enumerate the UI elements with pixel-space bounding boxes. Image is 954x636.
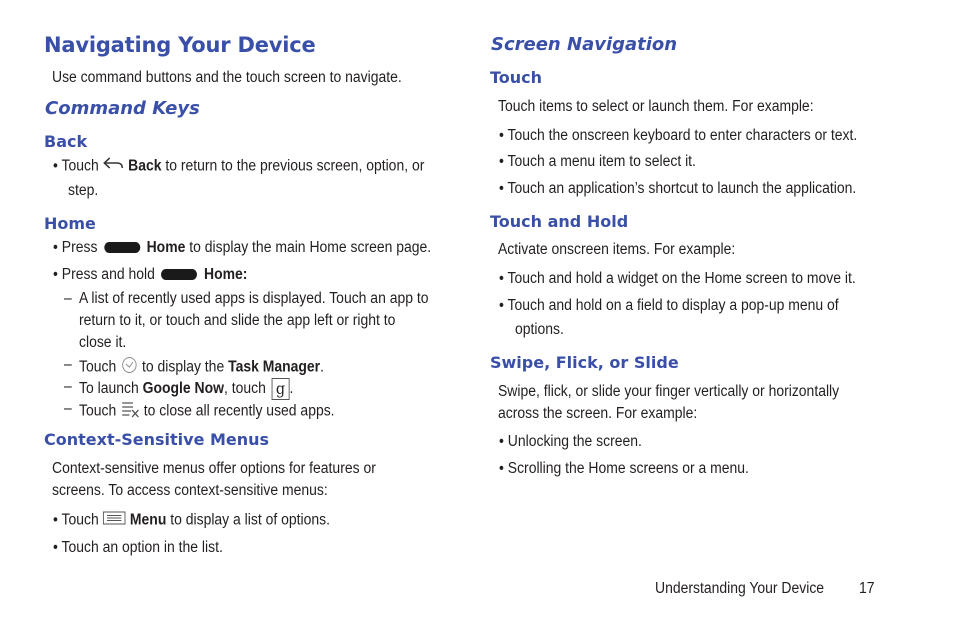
context-bullet-1: • Touch Menu to display a list of options. bbox=[53, 511, 330, 529]
screen-navigation-heading: Screen Navigation bbox=[491, 34, 678, 55]
home-sub-2: Touch to display the Task Manager. bbox=[79, 356, 324, 379]
context-text-l1: Context-sensitive menus offer options for features or bbox=[52, 460, 376, 477]
home-heading: Home bbox=[44, 214, 96, 233]
footer-section: Understanding Your Device bbox=[655, 580, 825, 597]
swipe-text-l2: across the screen. For example: bbox=[498, 405, 698, 422]
home-bullet-2: • Press and hold Home: bbox=[53, 266, 248, 283]
hold-bullet-2-cont: options. bbox=[515, 321, 564, 338]
home-sub-4: Touch to close all recently used apps. bbox=[79, 400, 335, 423]
touch-intro: Touch items to select or launch them. For example: bbox=[498, 98, 814, 115]
swipe-text-l1: Swipe, flick, or slide your finger vertically or horizontally bbox=[498, 383, 840, 400]
back-text-cont: step. bbox=[68, 182, 99, 199]
clear-all-icon bbox=[120, 400, 140, 423]
page-number: 17 bbox=[859, 580, 875, 597]
hold-intro: Activate onscreen items. For example: bbox=[498, 241, 736, 258]
home-key-icon bbox=[104, 242, 140, 253]
hold-bullet-2: • Touch and hold on a field to display a pop-up menu of bbox=[499, 297, 839, 314]
touch-bullet-1: • Touch the onscreen keyboard to enter characters or text. bbox=[499, 127, 858, 144]
intro-text: Use command buttons and the touch screen to navigate. bbox=[52, 69, 402, 86]
dash: – bbox=[64, 378, 72, 395]
home-sub-1-l1: A list of recently used apps is displayed. Touch an app to bbox=[79, 290, 429, 307]
context-bullet-2: • Touch an option in the list. bbox=[53, 539, 223, 556]
page-title: Navigating Your Device bbox=[44, 33, 316, 57]
back-heading: Back bbox=[44, 132, 88, 151]
home-sub-3: To launch Google Now, touch g . bbox=[79, 379, 294, 398]
back-bullet: • Touch Back to return to the previous screen, option, or bbox=[53, 157, 425, 175]
dash: – bbox=[64, 290, 72, 307]
bullet: • bbox=[53, 157, 58, 175]
back-arrow-icon bbox=[103, 157, 125, 176]
swipe-heading: Swipe, Flick, or Slide bbox=[490, 353, 679, 372]
home-sub-1-l2: return to it, or touch and slide the app left or right to bbox=[79, 312, 396, 329]
home-key-icon bbox=[161, 269, 197, 280]
menu-icon bbox=[103, 511, 126, 530]
hold-bullet-1: • Touch and hold a widget on the Home screen to move it. bbox=[499, 270, 856, 287]
touch-bullet-3: • Touch an application’s shortcut to launch the application. bbox=[499, 180, 857, 197]
task-manager-icon bbox=[120, 356, 138, 379]
command-keys-heading: Command Keys bbox=[45, 98, 200, 119]
touch-heading: Touch bbox=[490, 68, 543, 87]
touch-and-hold-heading: Touch and Hold bbox=[490, 212, 629, 231]
dash: – bbox=[64, 356, 72, 373]
context-text-l2: screens. To access context-sensitive menus: bbox=[52, 482, 328, 499]
google-now-icon: g bbox=[272, 378, 290, 400]
home-sub-1-l3: close it. bbox=[79, 334, 127, 351]
swipe-bullet-2: • Scrolling the Home screens or a menu. bbox=[499, 460, 749, 477]
touch-bullet-2: • Touch a menu item to select it. bbox=[499, 153, 696, 170]
dash: – bbox=[64, 400, 72, 417]
swipe-bullet-1: • Unlocking the screen. bbox=[499, 433, 642, 450]
context-menus-heading: Context-Sensitive Menus bbox=[44, 430, 270, 449]
home-bullet-1: • Press Home to display the main Home screen page. bbox=[53, 239, 432, 256]
